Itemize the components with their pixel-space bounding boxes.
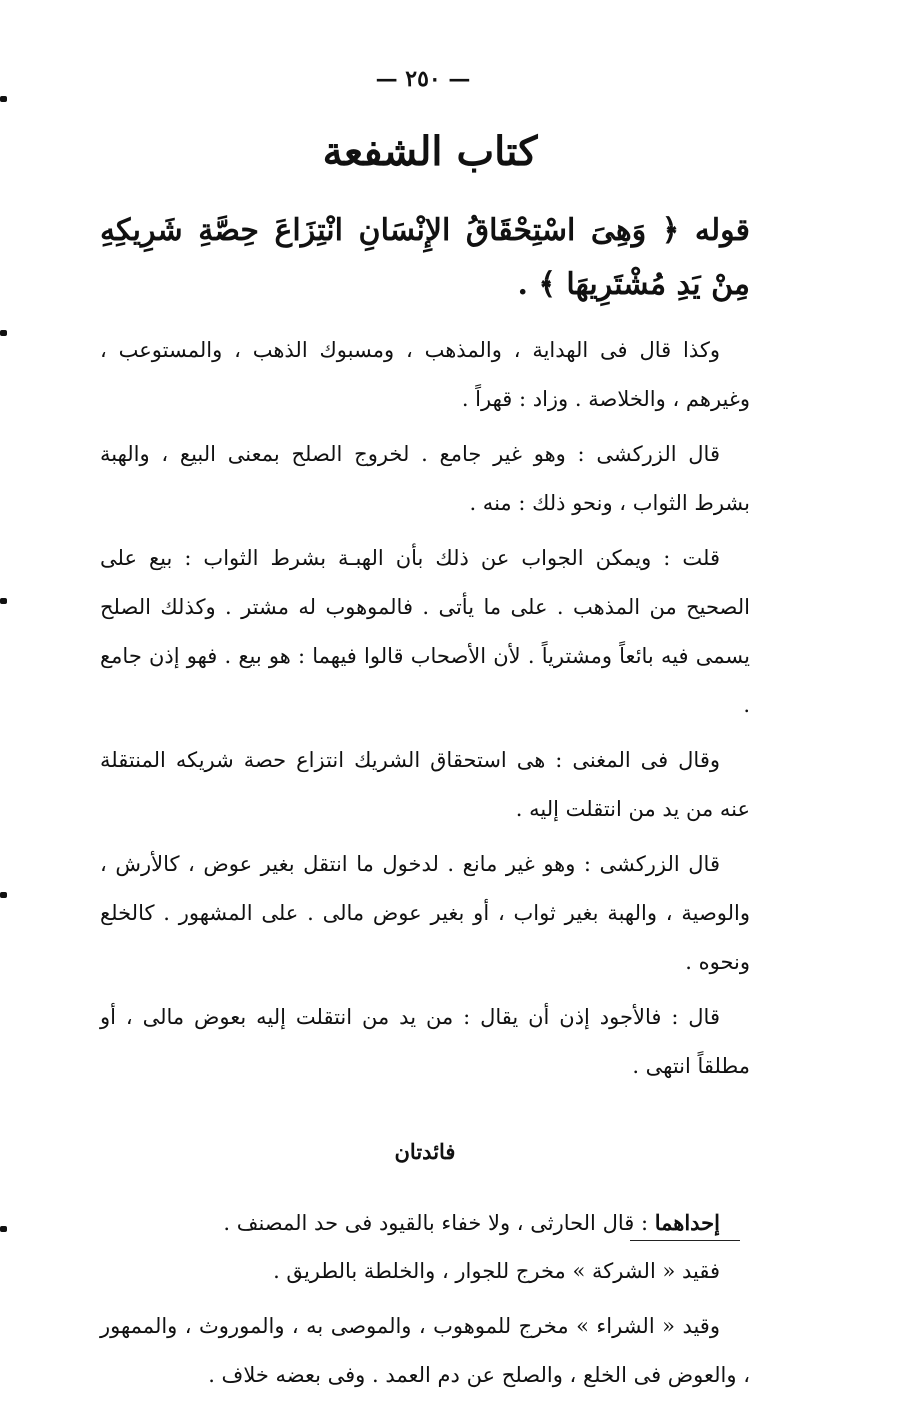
paragraph: وكذا قال فى الهداية ، والمذهب ، ومسبوك الذهب ، والمستوعب ، وغيرهم ، والخلاصة . وزاد : قهراً .: [100, 338, 750, 411]
chapter-title: كتاب الشفعة: [322, 128, 538, 175]
body-text: [100, 326, 750, 1406]
paragraph: قال الزركشى : وهو غير مانع . لدخول ما انتقل بغير عوض ، كالأرش ، والوصية ، والهبة بغير ثواب ، أو بغير عوض مالى . على المشهور . كالخلع ونحوه .: [100, 852, 750, 974]
paragraph: قال الزركشى : وهو غير جامع . لخروج الصلح بمعنى البيع ، والهبة بشرط الثواب ، ونحو ذلك : منه .: [100, 442, 750, 515]
margin-speck: [0, 598, 7, 604]
paragraph: قال : فالأجود إذن أن يقال : من يد من انتقلت إليه بعوض مالى ، أو مطلقاً انتهى .: [100, 1005, 750, 1078]
paragraph: قلت : ويمكن الجواب عن ذلك بأن الهبـة بشرط الثواب : بيع على الصحيح من المذهب . على ما يأتى . فالموهوب له مشتر . وكذلك الصلح يسمى فيه بائعاً ومشترياً . لأن الأصحاب قالوا فيهما : هو بيع . فهو إذن جامع .: [100, 546, 750, 717]
margin-speck: [0, 1226, 7, 1232]
benefit-line: فقيد « الشركة » مخرج للجوار ، والخلطة بالطريق .: [273, 1259, 720, 1283]
benefit-line: وقيد « الشراء » مخرج للموهوب ، والموصى به ، والموروث ، والممهور ، والعوض فى الخلع ، والصلح عن دم العمد . وفى بعضه خلاف .: [100, 1314, 750, 1387]
benefit-label: إحداهما: [654, 1210, 720, 1235]
margin-speck: [0, 892, 7, 898]
underline-rule: [630, 1240, 740, 1241]
quoted-definition: قوله ﴿ وَهِىَ اسْتِحْقَاقُ الإِنْسَانِ انْتِزَاعَ حِصَّةِ شَرِيكِهِ مِنْ يَدِ مُشْتَرِيهَا ﴾ .: [100, 213, 750, 302]
margin-speck: [0, 330, 7, 336]
benefit-first-line: [100, 1198, 750, 1241]
margin-speck: [0, 96, 7, 102]
section-heading: فائدتان: [394, 1139, 456, 1164]
paragraph: وقال فى المغنى : هى استحقاق الشريك انتزاع حصة شريكه المنتقلة عنه من يد من انتقلت إليه .: [100, 748, 750, 821]
page-number: — ٢٥٠ —: [375, 66, 471, 92]
benefit-first-text: : قال الحارثى ، ولا خفاء بالقيود فى حد المصنف .: [223, 1211, 649, 1235]
